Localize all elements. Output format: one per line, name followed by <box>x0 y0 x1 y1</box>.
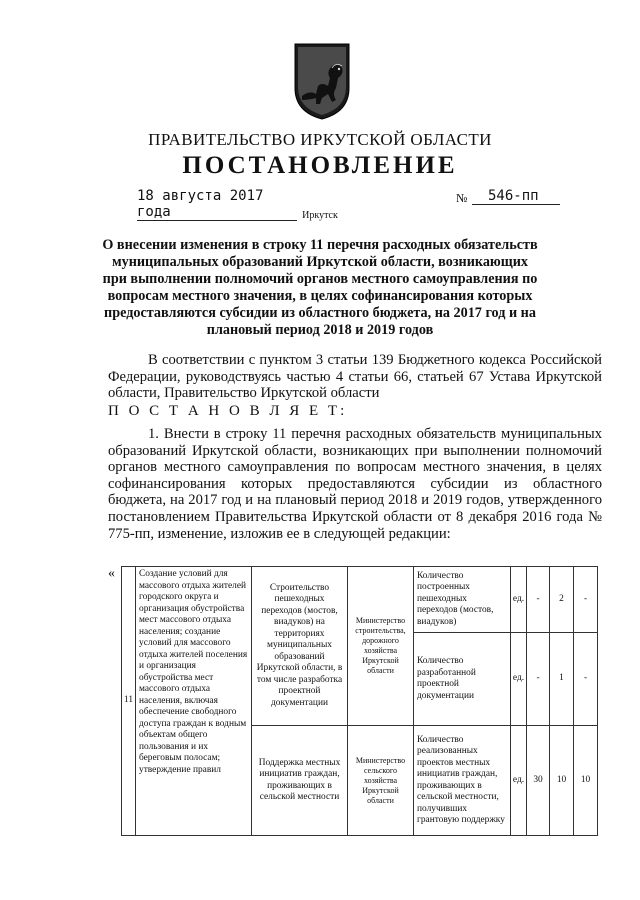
indicator-cell: Количество реализованных проектов местных инициатив граждан, проживающих в сельской местности, получивших грантовую поддержку <box>414 726 511 836</box>
value-2018-cell: 10 <box>550 726 574 836</box>
document-date: 18 августа 2017 года <box>137 188 297 221</box>
value-2017-cell: - <box>527 633 550 726</box>
measure-cell: Поддержка местных инициатив граждан, проживающих в сельской местности <box>252 726 348 836</box>
value-2018-cell: 1 <box>550 633 574 726</box>
table-row <box>122 567 598 633</box>
obligations-table <box>121 566 598 836</box>
number-sign: № <box>456 191 468 205</box>
city-name: Иркутск <box>302 210 338 221</box>
point-one-paragraph: 1. Внести в строку 11 перечня расходных обязательств муниципальных образований Иркутской области, возникающих при выполнении полномочий органов местного самоуправления по вопросам местного значения, в целях софинансирования которых предоставляются субсидии из областного бюджета, на 2017 год и на плановый период 2018 и 2019 годов, утвержденного постановлением Правительства Иркутской области от 8 декабря 2016 года № 775-пп, изменение, изложив ее в следующей редакции: <box>108 426 602 542</box>
value-2019-cell: 10 <box>574 726 598 836</box>
document-title: О внесении изменения в строку 11 перечня расходных обязательств муниципальных образований Иркутской области, возникающих при выполнении полномочий органов местного самоуправления по вопросам местного значения, в целях софинансирования которых предоставляются субсидии из областного бюджета, на 2017 год и на плановый период 2018 и 2019 годов <box>102 237 538 338</box>
document-type: ПОСТАНОВЛЕНИЕ <box>182 152 458 179</box>
value-2017-cell: - <box>527 567 550 633</box>
obligation-cell: Создание условий для массового отдыха жителей городского округа и организация обустройства мест массового отдыха населения; создание условий для массового отдыха жителей поселения и организация обустройства мест массового отдыха населения, включая обеспечение свободного доступа граждан к водным объектам общего пользования и их береговым полосам; утверждение правил <box>136 567 252 836</box>
intro-paragraph: В соответствии с пунктом 3 статьи 139 Бюджетного кодекса Российской Федерации, руководствуясь частью 4 статьи 66, статьей 67 Устава Иркутской области, Правительство Иркутской области <box>108 352 602 402</box>
row-number-cell: 11 <box>122 567 136 836</box>
indicator-cell: Количество разработанной проектной документации <box>414 633 511 726</box>
organization-name: ПРАВИТЕЛЬСТВО ИРКУТСКОЙ ОБЛАСТИ <box>148 130 492 149</box>
opening-quote-mark: « <box>108 566 115 581</box>
unit-cell: ед. <box>511 567 527 633</box>
unit-cell: ед. <box>511 633 527 726</box>
value-2017-cell: 30 <box>527 726 550 836</box>
unit-cell: ед. <box>511 726 527 836</box>
value-2019-cell: - <box>574 633 598 726</box>
irkutsk-coat-of-arms-icon <box>292 42 352 120</box>
indicator-cell: Количество построенных пешеходных переходов (мостов, виадуков) <box>414 567 511 633</box>
value-2018-cell: 2 <box>550 567 574 633</box>
value-2019-cell: - <box>574 567 598 633</box>
measure-cell: Строительство пешеходных переходов (мостов, виадуков) на территориях муниципальных образований Иркутской области, в том числе разработка проектной документации <box>252 567 348 726</box>
decree-word: П О С Т А Н О В Л Я Е Т: <box>108 403 348 419</box>
agency-cell: Министерство строительства, дорожного хозяйства Иркутской области <box>348 567 414 726</box>
agency-cell: Министерство сельского хозяйства Иркутской области <box>348 726 414 836</box>
document-number: 546-пп <box>472 188 560 205</box>
